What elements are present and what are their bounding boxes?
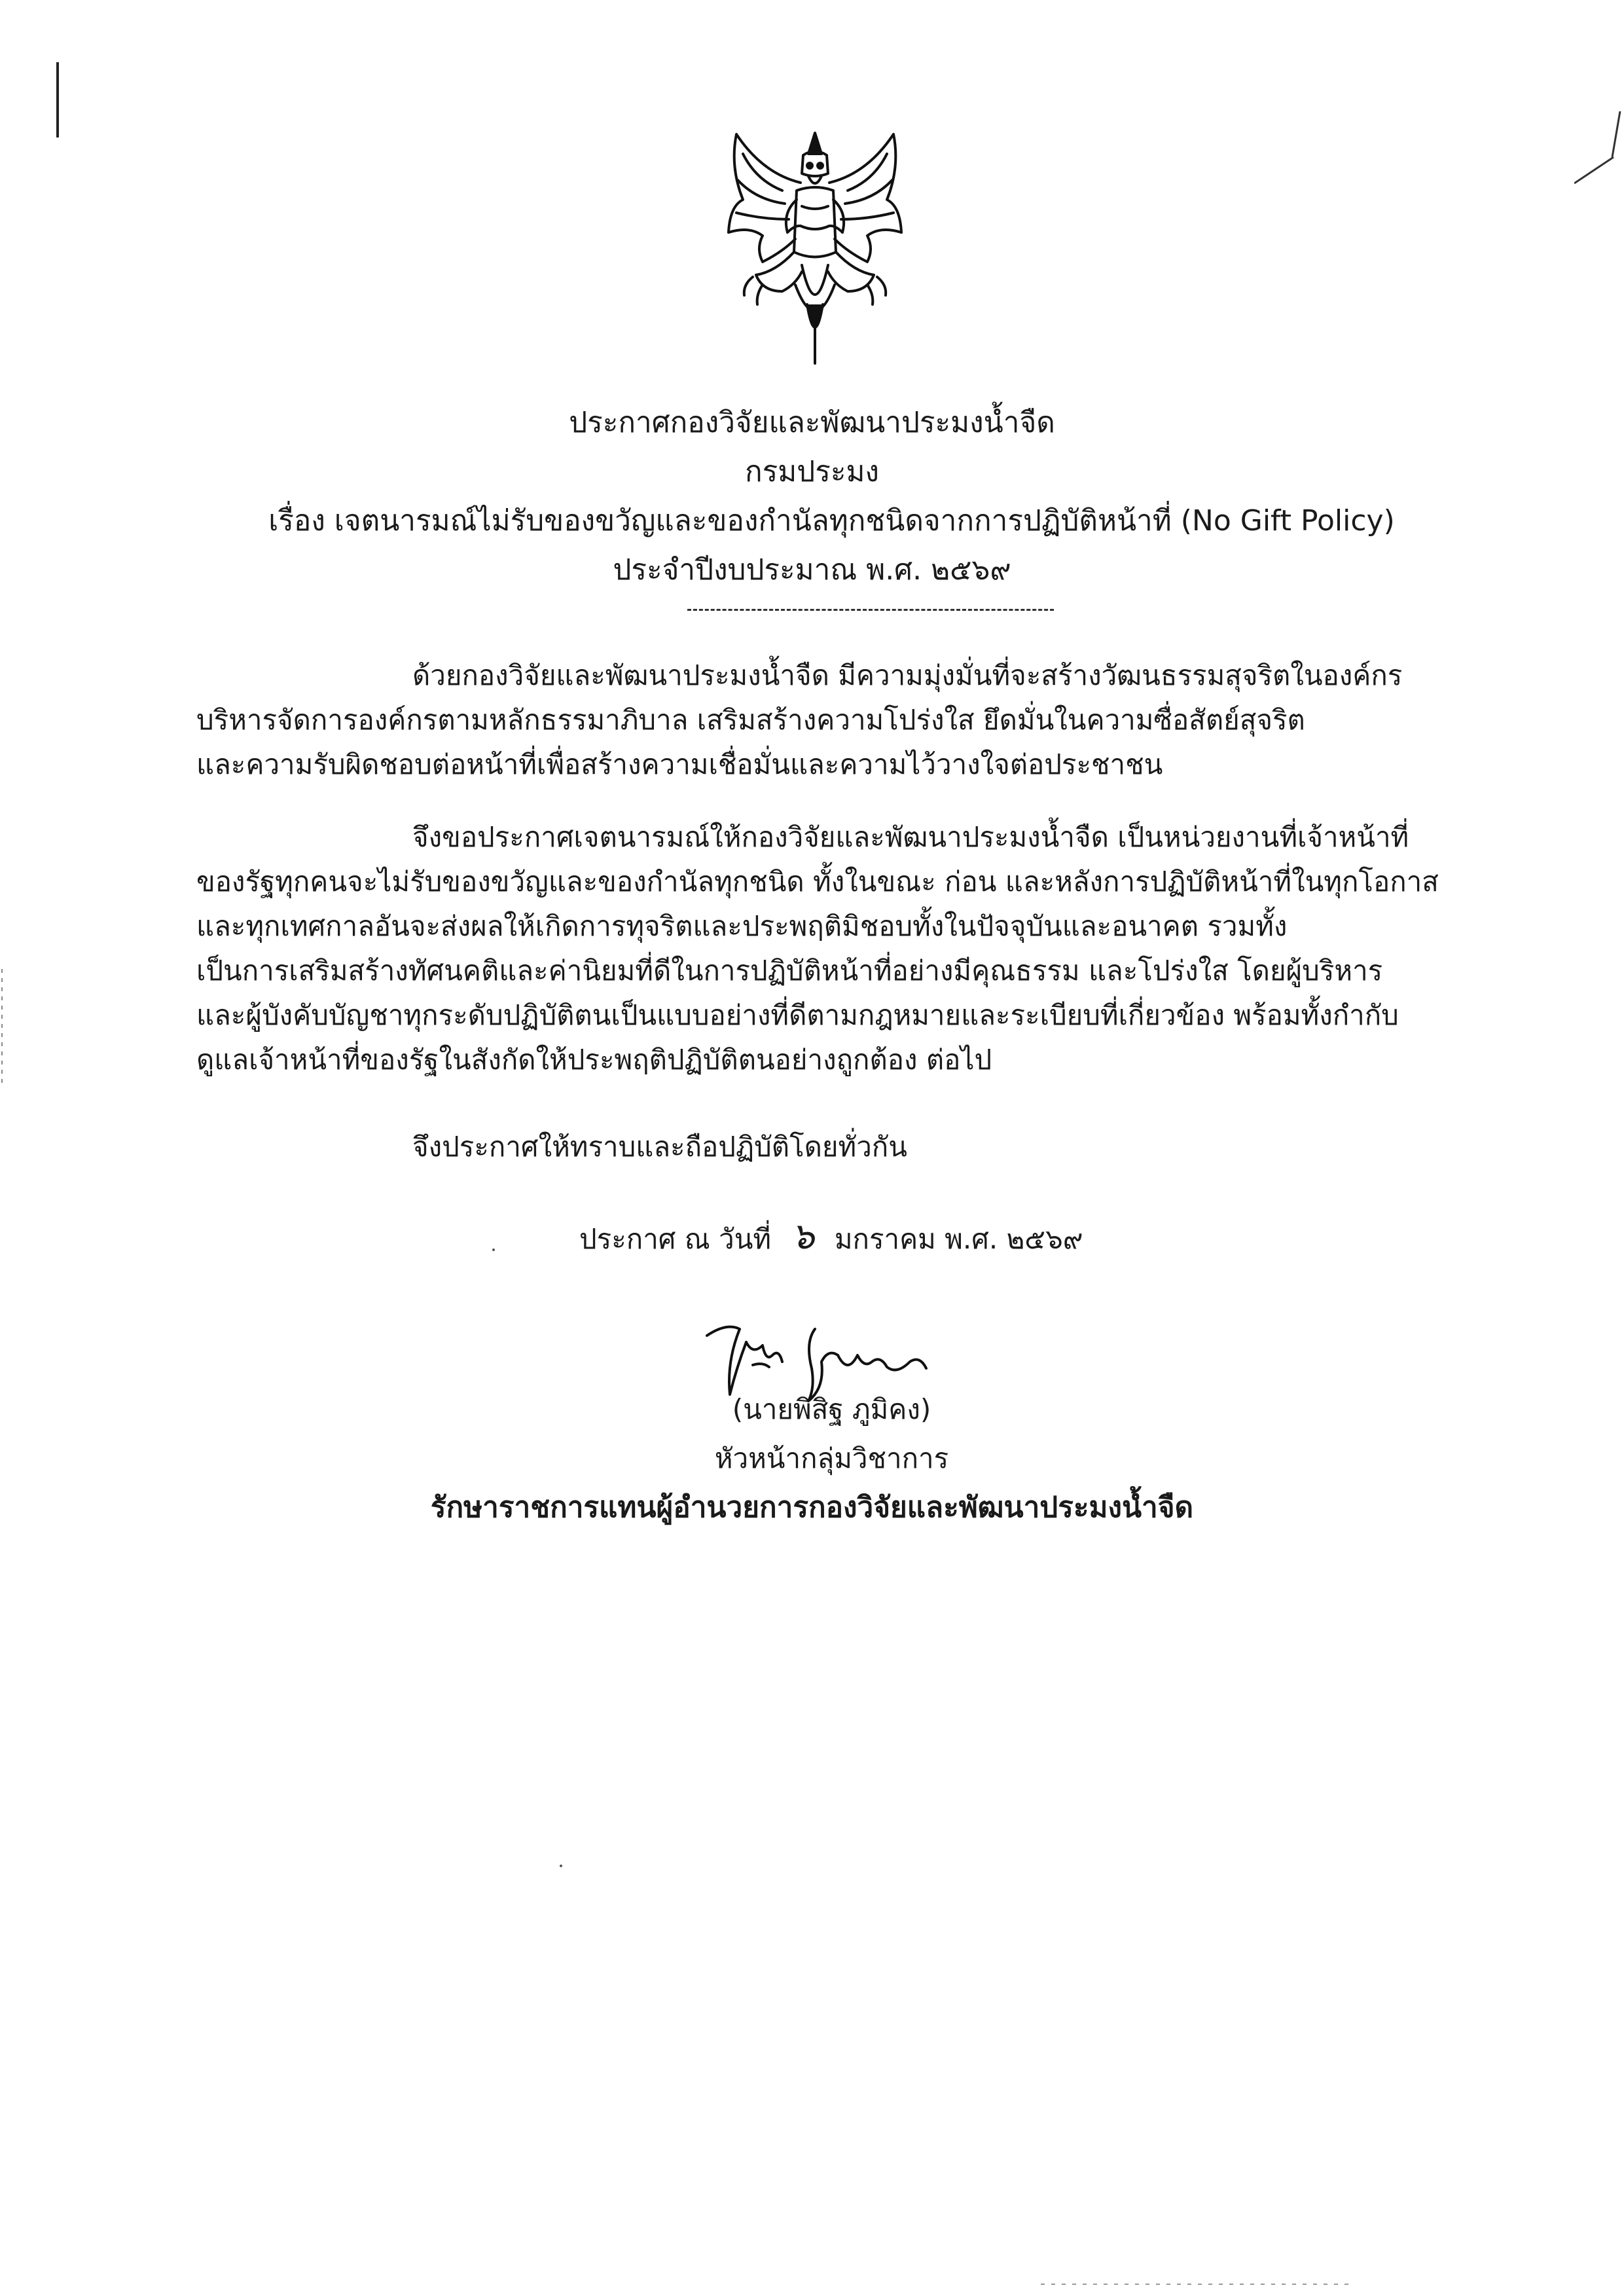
scan-artifact-mark xyxy=(1574,111,1624,190)
scan-speck xyxy=(560,1865,562,1867)
closing-statement: จึงประกาศให้ทราบและถือปฏิบัติโดยทั่วกัน xyxy=(412,1131,907,1163)
subject-line: เรื่อง เจตนารมณ์ไม่รับของขวัญและของกำนัลทุกชนิดจากการปฏิบัติหน้าที่ (No Gift Policy) xyxy=(268,504,1395,538)
scan-speck xyxy=(492,1248,495,1251)
fiscal-year-line: ประจำปีงบประมาณ พ.ศ. ๒๕๖๙ xyxy=(613,553,1011,587)
paragraph-declaration xyxy=(196,815,1453,1082)
date-day: ๖ xyxy=(791,1215,815,1258)
paragraph-line: และความรับผิดชอบต่อหน้าที่เพื่อสร้างความเชื่อมั่นและความไว้วางใจต่อประชาชน xyxy=(196,748,1163,780)
department-title: กรมประมง xyxy=(745,455,879,488)
scan-artifact-dots xyxy=(1,969,3,1087)
announcement-date xyxy=(579,1214,1083,1262)
announcer-title: ประกาศกองวิจัยและพัฒนาประมงน้ำจืด xyxy=(569,406,1055,439)
paragraph-line: ดูแลเจ้าหน้าที่ของรัฐในสังกัดให้ประพฤติปฏิบัติตนอย่างถูกต้อง ต่อไป xyxy=(196,1044,992,1076)
paragraph-line: และทุกเทศกาลอันจะส่งผลให้เกิดการทุจริตและประพฤติมิชอบทั้งในปัจจุบันและอนาคต รวมทั้ง xyxy=(196,910,1288,942)
garuda-emblem-icon xyxy=(717,128,913,370)
signatory-acting-position: รักษาราชการแทนผู้อำนวยการกองวิจัยและพัฒนาประมงน้ำจืด xyxy=(430,1491,1194,1524)
date-prefix: ประกาศ ณ วันที่ xyxy=(579,1223,772,1255)
scan-artifact-line xyxy=(56,62,59,137)
signatory-position: หัวหน้ากลุ่มวิชาการ xyxy=(714,1442,949,1474)
scan-artifact-dots xyxy=(1041,2284,1355,2285)
signatory-name: (นายพิสิฐ ภูมิคง) xyxy=(732,1393,931,1425)
paragraph-line: ด้วยกองวิจัยและพัฒนาประมงน้ำจืด มีความมุ่งมั่นที่จะสร้างวัฒนธรรมสุจริตในองค์กร xyxy=(412,659,1403,691)
date-month-year: มกราคม พ.ศ. ๒๕๖๙ xyxy=(834,1223,1083,1255)
paragraph-line: บริหารจัดการองค์กรตามหลักธรรมาภิบาล เสริมสร้างความโปร่งใส ยึดมั่นในความซื่อสัตย์สุจริต xyxy=(196,704,1305,736)
heading-divider xyxy=(687,609,1054,611)
paragraph-line: เป็นการเสริมสร้างทัศนคติและค่านิยมที่ดีในการปฏิบัติหน้าที่อย่างมีคุณธรรม และโปร่งใส โดยผู้บริหาร xyxy=(196,955,1383,987)
paragraph-line: ของรัฐทุกคนจะไม่รับของขวัญและของกำนัลทุกชนิด ทั้งในขณะ ก่อน และหลังการปฏิบัติหน้าที่ในทุกโอกาส xyxy=(196,866,1439,898)
paragraph-line: จึงขอประกาศเจตนารมณ์ให้กองวิจัยและพัฒนาประมงน้ำจืด เป็นหน่วยงานที่เจ้าหน้าที่ xyxy=(412,821,1409,853)
paragraph-intent xyxy=(196,653,1453,787)
paragraph-line: และผู้บังคับบัญชาทุกระดับปฏิบัติตนเป็นแบบอย่างที่ดีตามกฎหมายและระเบียบที่เกี่ยวข้อง พร้อมทั้งกำกับ xyxy=(196,999,1399,1031)
